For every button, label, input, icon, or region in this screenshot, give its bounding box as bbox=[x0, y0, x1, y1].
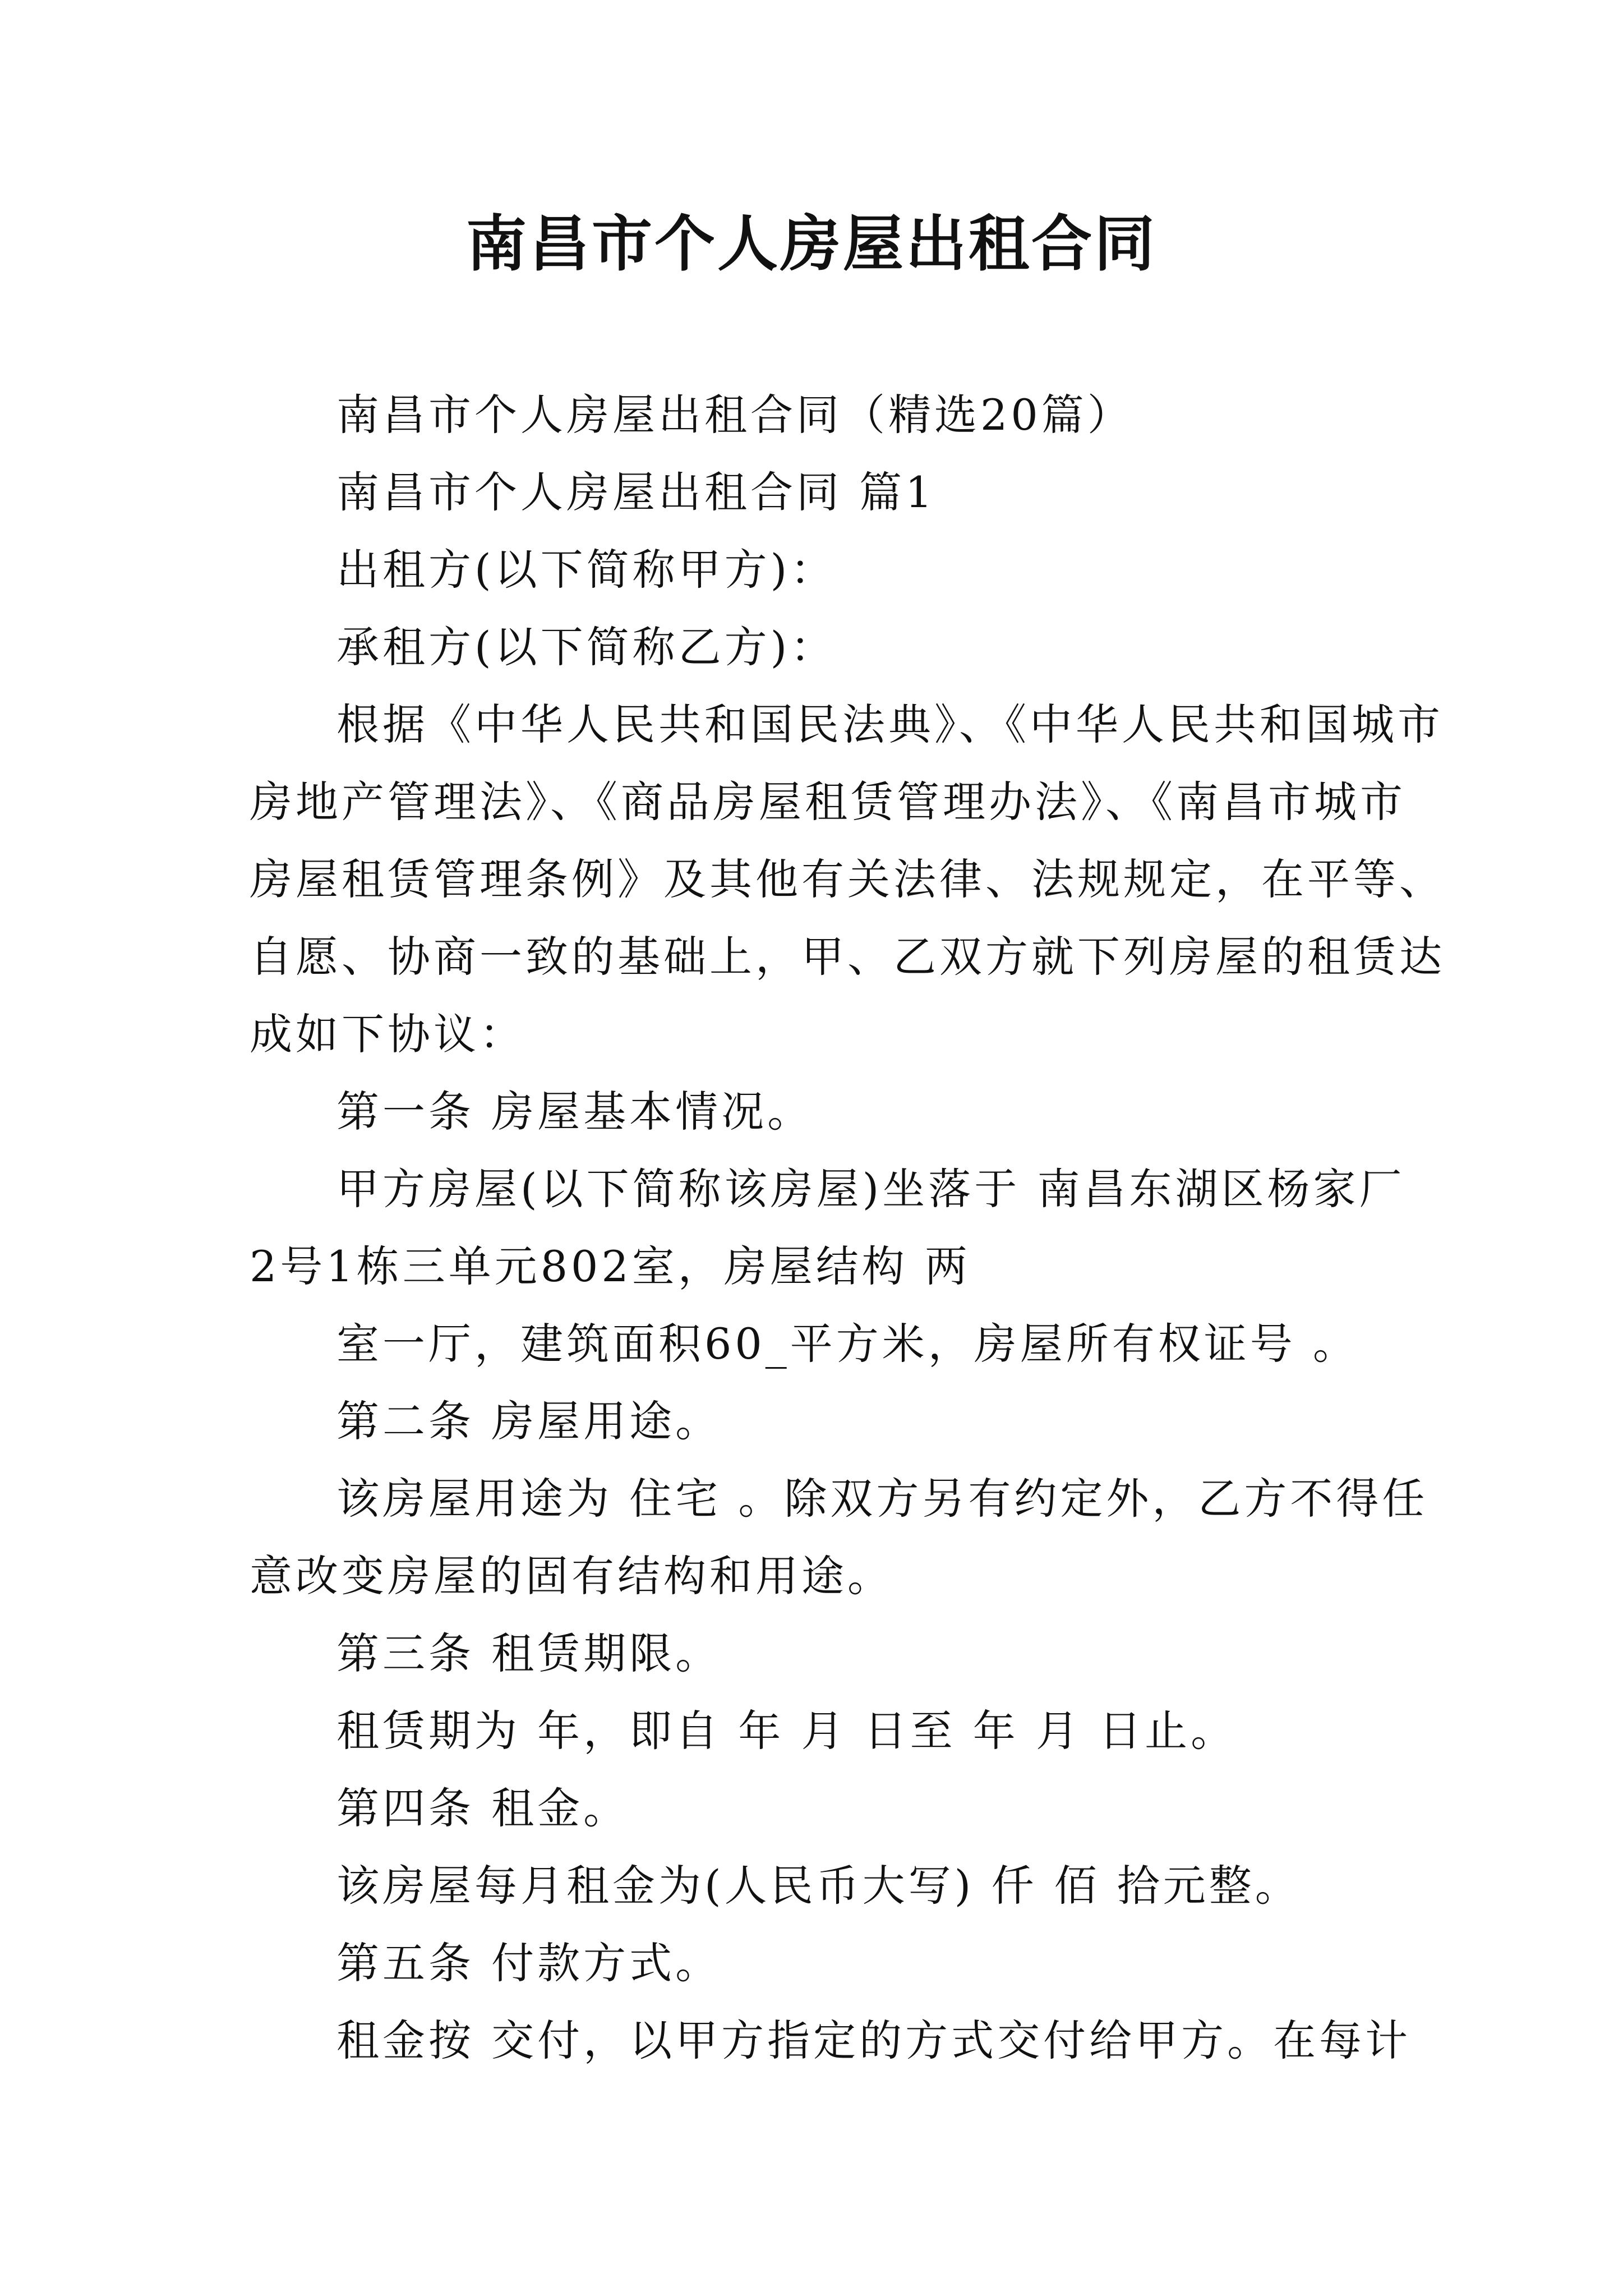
lessee-line: 承租方(以下简称乙方)： bbox=[336, 622, 837, 672]
subtitle-line: 南昌市个人房屋出租合同（精选20篇） bbox=[336, 390, 1133, 440]
article-heading: 第五条 付款方式。 bbox=[336, 1938, 722, 1988]
body-line: 自愿、协商一致的基础上，甲、乙双方就下列房屋的租赁达 bbox=[250, 932, 1445, 982]
body-line: 该房屋每月租金为(人民币大写) 仟 佰 拾元整。 bbox=[336, 1861, 1301, 1911]
section-heading: 南昌市个人房屋出租合同 篇1 bbox=[336, 467, 936, 517]
body-line: 意改变房屋的固有结构和用途。 bbox=[250, 1551, 893, 1601]
body-line: 房屋租赁管理条例》及其他有关法律、法规规定，在平等、 bbox=[250, 854, 1445, 904]
body-line: 成如下协议： bbox=[250, 1009, 525, 1059]
body-line: 根据《中华人民共和国民法典》、《中华人民共和国城市 bbox=[336, 700, 1444, 749]
body-line: 房地产管理法》、《商品房屋租赁管理办法》、《南昌市城市 bbox=[250, 777, 1406, 827]
article-heading: 第一条 房屋基本情况。 bbox=[336, 1087, 814, 1137]
article-heading: 第三条 租赁期限。 bbox=[336, 1628, 722, 1678]
body-line: 该房屋用途为 住宅 。除双方另有约定外，乙方不得任 bbox=[336, 1474, 1428, 1524]
document-title: 南昌市个人房屋出租合同 bbox=[465, 209, 1157, 279]
body-line: 租金按 交付，以甲方指定的方式交付给甲方。在每计 bbox=[336, 2016, 1412, 2065]
body-line: 甲方房屋(以下简称该房屋)坐落于 南昌东湖区杨家厂 bbox=[336, 1164, 1405, 1214]
lessor-line: 出租方(以下简称甲方)： bbox=[336, 545, 837, 595]
body-line: 2号1栋三单元802室，房屋结构 两 bbox=[250, 1241, 971, 1291]
body-line: 室一厅，建筑面积60_平方米，房屋所有权证号 。 bbox=[336, 1319, 1359, 1369]
article-heading: 第二条 房屋用途。 bbox=[336, 1396, 722, 1446]
body-line: 租赁期为 年，即自 年 月 日至 年 月 日止。 bbox=[336, 1706, 1237, 1756]
article-heading: 第四条 租金。 bbox=[336, 1783, 630, 1833]
